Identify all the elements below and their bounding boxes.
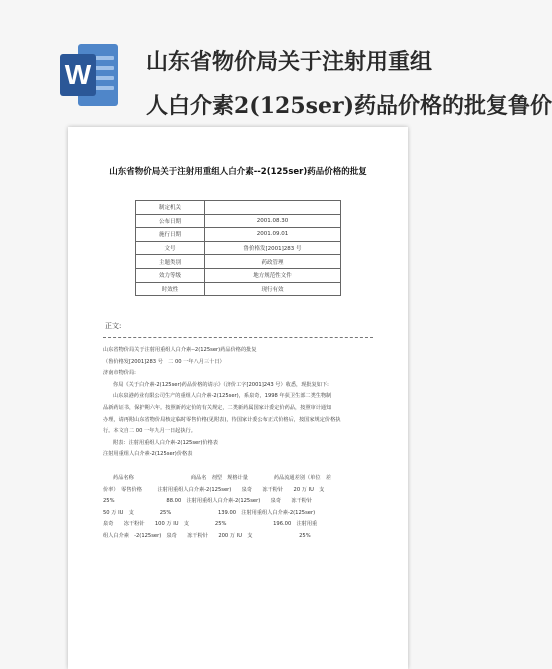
info-label: 效力等级 bbox=[136, 268, 205, 282]
info-row bbox=[136, 255, 341, 269]
info-row bbox=[136, 282, 341, 296]
info-row bbox=[136, 241, 341, 255]
body-line: 行。本文自二 00 一年九月一日起执行。 bbox=[103, 428, 196, 435]
info-label: 时效性 bbox=[136, 282, 205, 296]
info-label: 主题类别 bbox=[136, 255, 205, 269]
document-body bbox=[103, 345, 373, 543]
info-value: 地方规范性文件 bbox=[205, 268, 341, 282]
info-label: 文号 bbox=[136, 241, 205, 255]
info-row bbox=[136, 214, 341, 228]
body-line: 山东泉港药业有限公司生产的重组人白介素-2(125ser)，系泉奇，1998 年获卫生部二类生物制 bbox=[113, 393, 332, 400]
body-line: 注射用重组人白介素-2(125ser)价格表 bbox=[103, 451, 193, 458]
info-row bbox=[136, 201, 341, 215]
info-value: 2001.08.30 bbox=[205, 214, 341, 228]
price-table-line: 药品名称 商品名 剂型 规格计量 药品流通差别（单位 差 bbox=[113, 474, 331, 481]
body-line: 办理，请再附山东省物价局核定临时零售价格(见附表)，待国家计委公布正式价格后，按国家规定价格执 bbox=[103, 416, 341, 423]
info-row bbox=[136, 268, 341, 282]
banner-title-line2: 人白介素2(125ser)药品价格的批复鲁价 bbox=[146, 93, 552, 119]
info-label: 施行日期 bbox=[136, 228, 205, 242]
info-label: 制定机关 bbox=[136, 201, 205, 215]
word-icon-letter: W bbox=[60, 54, 96, 96]
info-value: 鲁价格发[2001]283 号 bbox=[205, 241, 341, 255]
body-line: 附表：注射用重组人白介素-2(125ser)价格表 bbox=[113, 439, 218, 446]
document-page bbox=[68, 127, 408, 669]
price-table-line: 25% 88.00 注射用重组人白介素-2(125ser) 泉奇 冻干粉针 bbox=[103, 498, 313, 505]
body-line: 你局《关于白介素-2(125ser)药品价格的请示》（济价工字[2001]243 号）收悉，现批复如下: bbox=[113, 381, 329, 388]
banner-title-line1: 山东省物价局关于注射用重组 bbox=[146, 49, 433, 75]
price-table-line: 50 万 IU 支 25% 139.00 注射用重组人白介素-2(125ser) bbox=[103, 509, 316, 516]
price-table-line: 价率） 零售价格 注射用重组人白介素-2(125ser) 泉奇 冻干粉针 20 万 IU 支 bbox=[103, 486, 325, 493]
info-value bbox=[205, 201, 341, 215]
body-line: （鲁价格发[2001]283 号 二 00 一年八月三十日） bbox=[103, 358, 225, 365]
info-value: 2001.09.01 bbox=[205, 228, 341, 242]
price-table-line: 泉奇 冻干粉针 100 万 IU 支 25% 196.00 注射用重 bbox=[103, 521, 318, 528]
banner-title bbox=[146, 40, 552, 128]
price-table-line: 组人白介素 -2(125ser) 泉奇 冻干粉针 200 万 IU 支 25% bbox=[103, 532, 311, 539]
info-value: 药政管理 bbox=[205, 255, 341, 269]
body-heading: 正文: bbox=[105, 322, 122, 330]
divider bbox=[103, 337, 373, 338]
info-label: 公布日期 bbox=[136, 214, 205, 228]
document-title: 山东省物价局关于注射用重组人白介素--2(125ser)药品价格的批复 bbox=[109, 167, 367, 177]
body-line: 山东省物价局关于注射用重组人白介素--2(125ser)药品价格的批复 bbox=[103, 347, 257, 353]
body-line: 济南市物价局: bbox=[103, 370, 136, 377]
body-line: 品新药证书，保护期六年。按照新药定价的有关规定，二类新药属国家计委定价药品，按照审计通知 bbox=[103, 404, 332, 411]
word-document-icon bbox=[60, 44, 118, 106]
info-value: 现行有效 bbox=[205, 282, 341, 296]
info-row bbox=[136, 228, 341, 242]
info-table bbox=[135, 200, 341, 296]
